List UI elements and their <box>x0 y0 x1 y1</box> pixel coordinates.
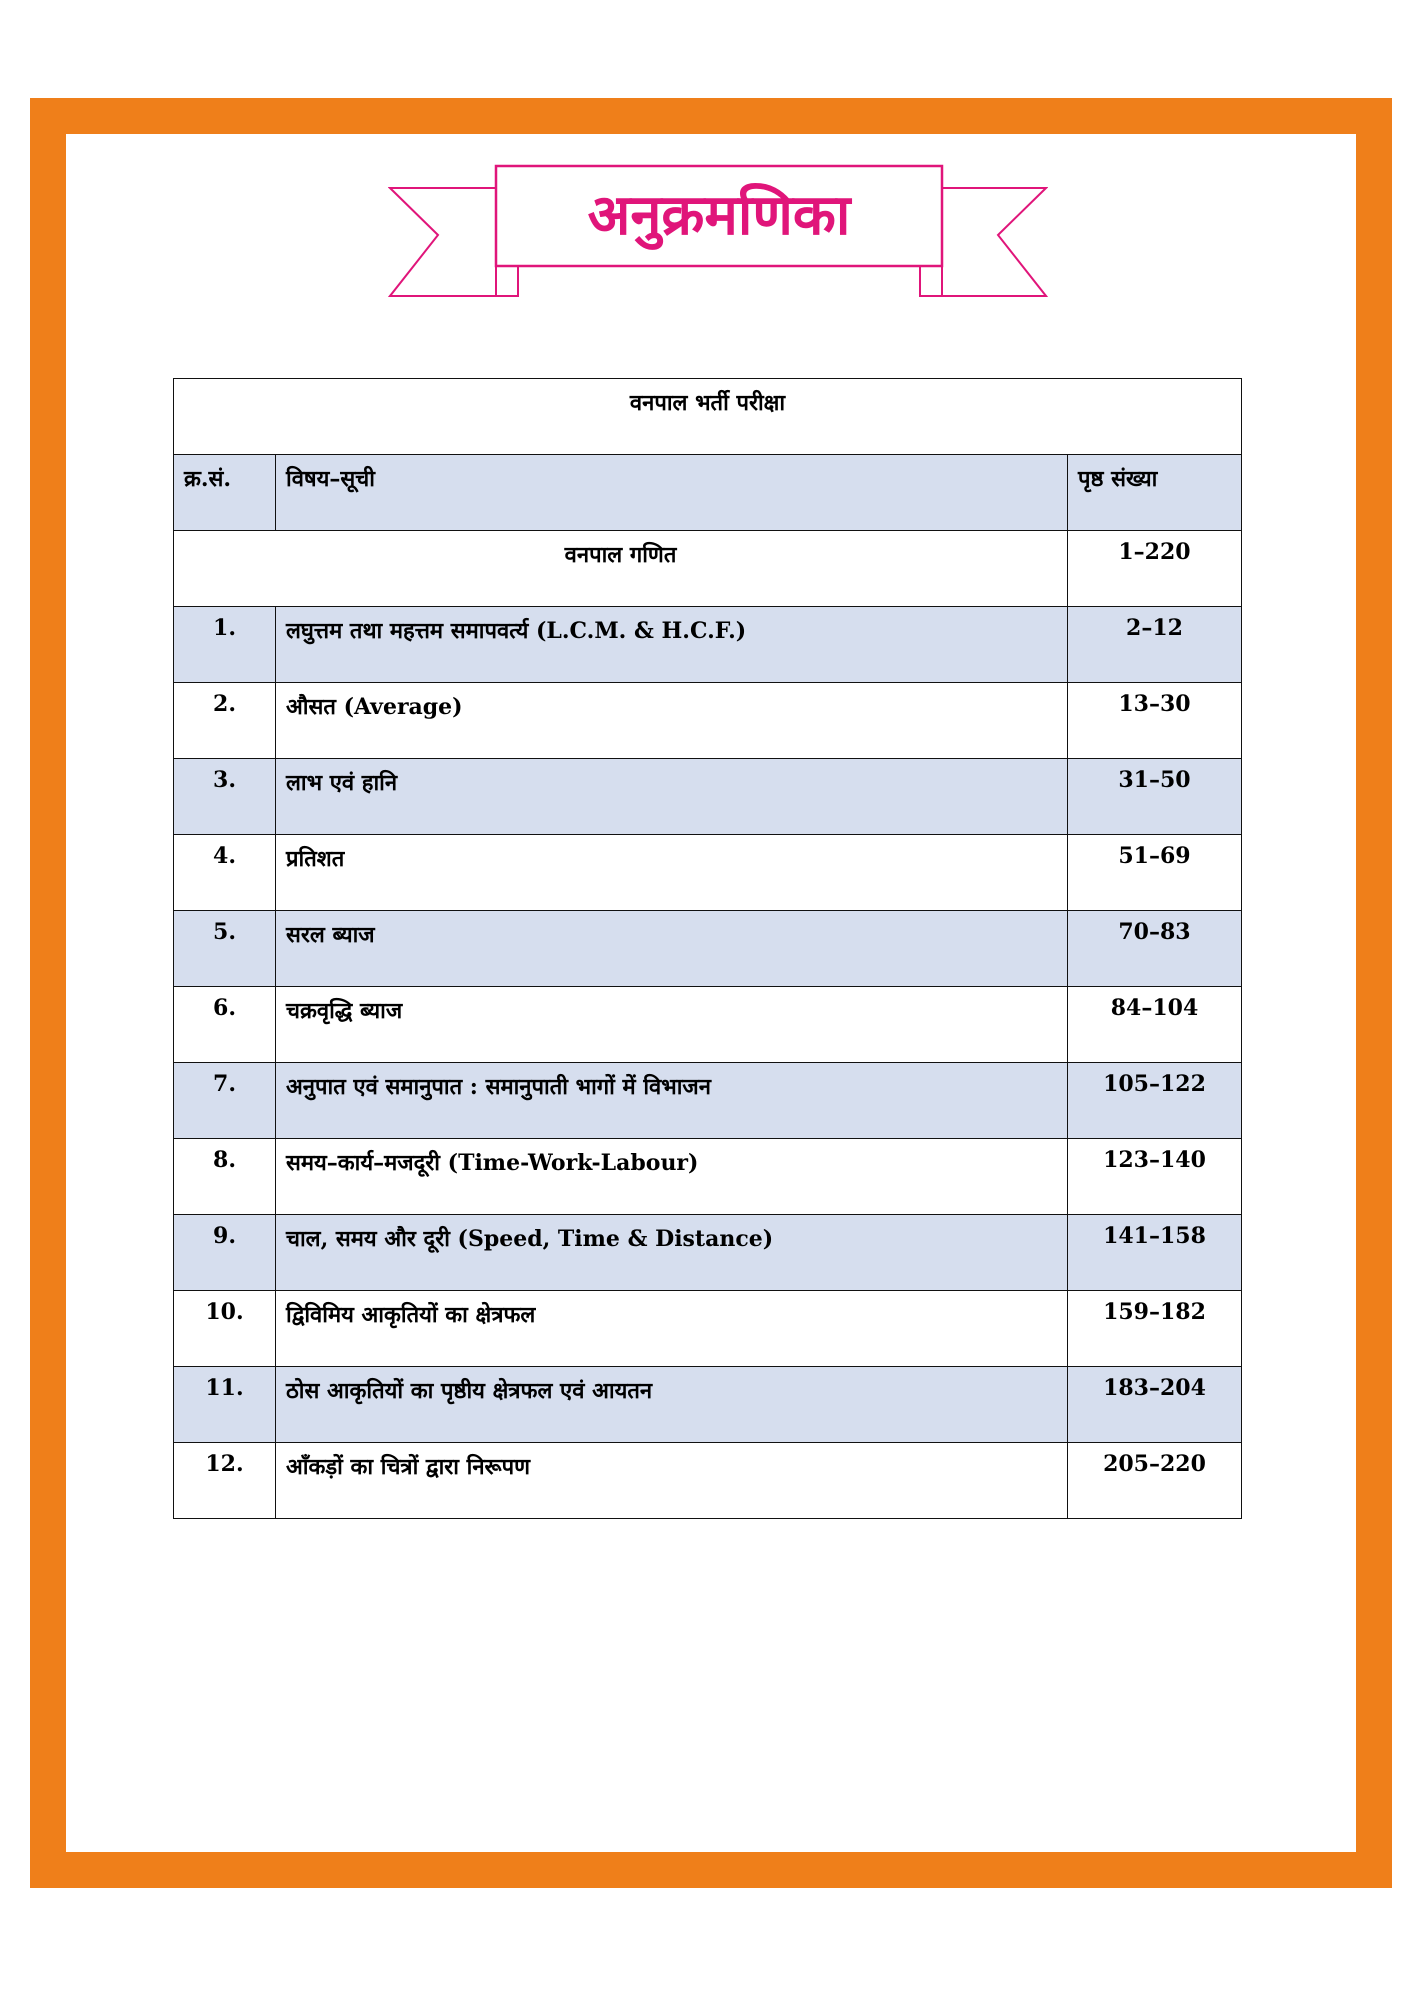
exam-title-row <box>174 379 1242 455</box>
row-pages: 51–69 <box>1068 835 1242 911</box>
row-pages: 2–12 <box>1068 607 1242 683</box>
row-topic: चाल, समय और दूरी (Speed, Time & Distance) <box>276 1215 1068 1291</box>
row-topic: द्विविमिय आकृतियों का क्षेत्रफल <box>276 1291 1068 1367</box>
table-row <box>174 1291 1242 1367</box>
row-pages: 31–50 <box>1068 759 1242 835</box>
row-pages: 183–204 <box>1068 1367 1242 1443</box>
table-row <box>174 835 1242 911</box>
row-pages: 205–220 <box>1068 1443 1242 1519</box>
row-number: 7. <box>174 1063 276 1139</box>
section-pages: 1–220 <box>1068 531 1242 607</box>
section-row <box>174 531 1242 607</box>
row-number: 3. <box>174 759 276 835</box>
contents-table <box>173 378 1242 1519</box>
row-topic: समय–कार्य–मजदूरी (Time-Work-Labour) <box>276 1139 1068 1215</box>
table-row <box>174 1215 1242 1291</box>
row-number: 12. <box>174 1443 276 1519</box>
exam-title: वनपाल भर्ती परीक्षा <box>174 379 1242 455</box>
row-topic: प्रतिशत <box>276 835 1068 911</box>
row-number: 6. <box>174 987 276 1063</box>
row-pages: 159–182 <box>1068 1291 1242 1367</box>
table-row <box>174 1443 1242 1519</box>
row-number: 9. <box>174 1215 276 1291</box>
row-topic: सरल ब्याज <box>276 911 1068 987</box>
table-row <box>174 911 1242 987</box>
table-row <box>174 987 1242 1063</box>
row-topic: लघुत्तम तथा महत्तम समापवर्त्य (L.C.M. & H.C.F.) <box>276 607 1068 683</box>
table-row <box>174 683 1242 759</box>
row-number: 4. <box>174 835 276 911</box>
row-number: 11. <box>174 1367 276 1443</box>
row-topic: आँकड़ों का चित्रों द्वारा निरूपण <box>276 1443 1068 1519</box>
section-title: वनपाल गणित <box>174 531 1068 607</box>
row-topic: चक्रवृद्धि ब्याज <box>276 987 1068 1063</box>
table-row <box>174 607 1242 683</box>
row-topic: औसत (Average) <box>276 683 1068 759</box>
table-row <box>174 1063 1242 1139</box>
table-row <box>174 1367 1242 1443</box>
row-pages: 105–122 <box>1068 1063 1242 1139</box>
row-topic: लाभ एवं हानि <box>276 759 1068 835</box>
table-row <box>174 1139 1242 1215</box>
row-number: 8. <box>174 1139 276 1215</box>
header-serial: क्र.सं. <box>174 455 276 531</box>
header-pages: पृष्ठ संख्या <box>1068 455 1242 531</box>
row-pages: 123–140 <box>1068 1139 1242 1215</box>
row-number: 5. <box>174 911 276 987</box>
row-number: 2. <box>174 683 276 759</box>
row-topic: अनुपात एवं समानुपात : समानुपाती भागों में विभाजन <box>276 1063 1068 1139</box>
row-pages: 70–83 <box>1068 911 1242 987</box>
row-pages: 84–104 <box>1068 987 1242 1063</box>
header-row <box>174 455 1242 531</box>
row-pages: 141–158 <box>1068 1215 1242 1291</box>
table-row <box>174 759 1242 835</box>
row-pages: 13–30 <box>1068 683 1242 759</box>
row-topic: ठोस आकृतियों का पृष्ठीय क्षेत्रफल एवं आयतन <box>276 1367 1068 1443</box>
header-topics: विषय–सूची <box>276 455 1068 531</box>
row-number: 1. <box>174 607 276 683</box>
title-banner <box>388 162 1048 302</box>
row-number: 10. <box>174 1291 276 1367</box>
page-title: अनुक्रमणिका <box>587 183 851 248</box>
